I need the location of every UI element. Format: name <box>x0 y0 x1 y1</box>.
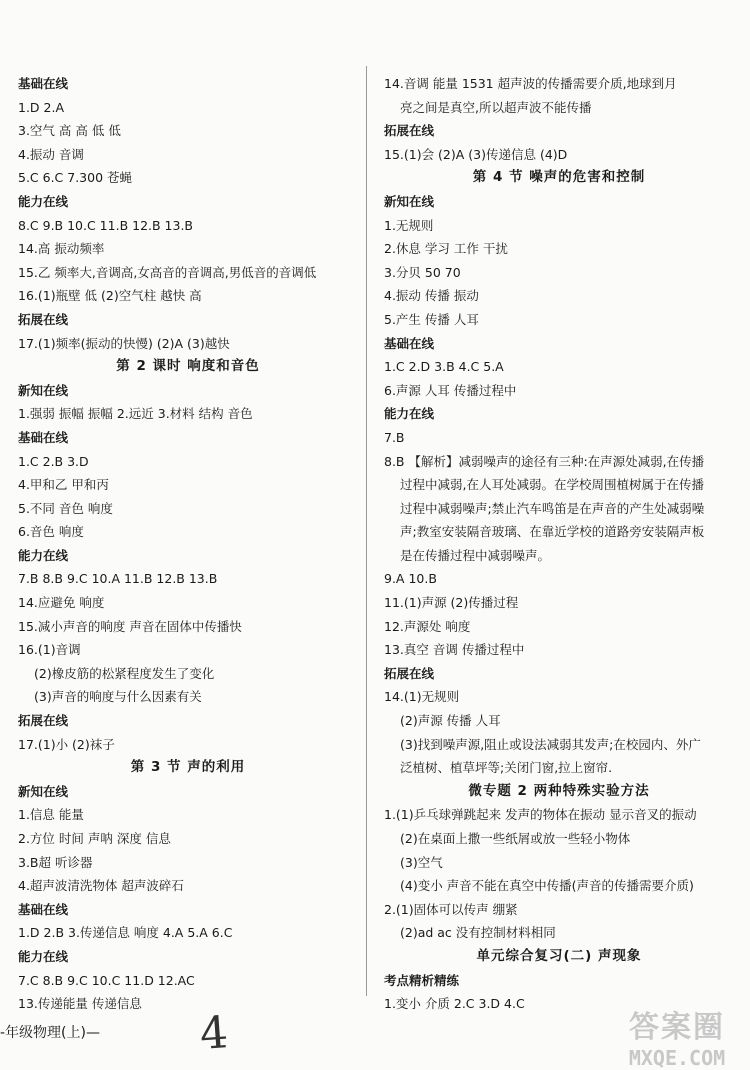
answer-line: 2.(1)固体可以传声 绷紧 <box>384 901 518 917</box>
answer-line-continued: (4)变小 声音不能在真空中传播(声音的传播需要介质) <box>400 878 694 894</box>
footer-label: -年级物理(上)— <box>0 1025 100 1041</box>
answer-line: 5.不同 音色 响度 <box>18 500 113 516</box>
answer-line: 6.声源 人耳 传播过程中 <box>384 382 517 398</box>
answer-line-continued: (3)空气 <box>400 854 443 870</box>
watermark-url: MXQE.COM <box>628 1046 726 1070</box>
answer-line: 4.甲和乙 甲和丙 <box>18 477 109 493</box>
answer-line: 16.(1)音调 <box>18 642 81 658</box>
column-divider <box>366 66 367 996</box>
section-heading: 考点精析精练 <box>384 972 460 988</box>
answer-line: 1.变小 介质 2.C 3.D 4.C <box>384 996 525 1012</box>
answer-line: 6.音色 响度 <box>18 524 84 540</box>
chapter-title: 第 3 节 声的利用 <box>130 759 246 776</box>
section-heading: 拓展在线 <box>18 713 69 729</box>
chapter-title: 单元综合复习(二) 声现象 <box>476 947 642 964</box>
answer-line-continued: (2)ad ac 没有控制材料相同 <box>400 925 556 941</box>
answer-line: 4.振动 传播 振动 <box>384 288 479 304</box>
answer-line: 14.高 振动频率 <box>18 241 105 257</box>
answer-line: 17.(1)频率(振动的快慢) (2)A (3)越快 <box>18 335 230 351</box>
section-heading: 能力在线 <box>18 547 69 563</box>
section-heading: 新知在线 <box>18 382 69 398</box>
right-column <box>384 72 734 1016</box>
answer-line: 5.产生 传播 人耳 <box>384 311 479 327</box>
section-heading: 基础在线 <box>18 429 69 445</box>
answer-line: 8.B 【解析】减弱噪声的途径有三种:在声源处减弱,在传播 <box>384 453 705 469</box>
answer-line-continued: (2)橡皮筋的松紧程度发生了变化 <box>34 665 215 681</box>
section-heading: 基础在线 <box>18 901 69 917</box>
answer-line-continued: 亮之间是真空,所以超声波不能传播 <box>400 99 592 115</box>
answer-line: 7.B <box>384 429 405 445</box>
answer-line: 1.D 2.A <box>18 99 65 115</box>
answer-line: 3.分贝 50 70 <box>384 264 461 280</box>
answer-line: 7.C 8.B 9.C 10.C 11.D 12.AC <box>18 972 195 988</box>
answer-line: 11.(1)声源 (2)传播过程 <box>384 595 519 611</box>
answer-line-continued: 是在传播过程中减弱噪声。 <box>400 547 551 563</box>
answer-line: 7.B 8.B 9.C 10.A 11.B 12.B 13.B <box>18 571 218 587</box>
answer-line: 3.B超 听诊器 <box>18 854 93 870</box>
answer-line-continued: 声;教室安装隔音玻璃、在靠近学校的道路旁安装隔声板 <box>400 524 705 540</box>
answer-line: 1.无规则 <box>384 217 434 233</box>
section-heading: 基础在线 <box>384 335 435 351</box>
section-heading: 基础在线 <box>18 76 69 91</box>
answer-line-continued: 过程中减弱,在人耳处减弱。在学校周围植树属于在传播 <box>400 477 704 493</box>
answer-line: 1.(1)乒乓球弹跳起来 发声的物体在振动 显示音叉的振动 <box>384 807 697 823</box>
section-heading: 新知在线 <box>18 783 69 799</box>
answer-line: 5.C 6.C 7.300 苍蝇 <box>18 170 133 186</box>
answer-line: 4.振动 音调 <box>18 146 84 162</box>
section-heading: 能力在线 <box>384 406 435 422</box>
answer-line: 4.超声波清洗物体 超声波碎石 <box>18 878 184 894</box>
section-heading: 拓展在线 <box>384 665 435 681</box>
chapter-title: 第 2 课时 响度和音色 <box>116 358 260 375</box>
answer-line: 16.(1)瓶壁 低 (2)空气柱 越快 高 <box>18 288 202 304</box>
section-heading: 能力在线 <box>18 948 69 964</box>
answer-line-continued: 泛植树、植草坪等;关闭门窗,拉上窗帘. <box>400 760 613 776</box>
answer-line: 2.方位 时间 声呐 深度 信息 <box>18 831 171 846</box>
answer-line: 2.休息 学习 工作 干扰 <box>384 241 508 257</box>
answer-line: 1.C 2.D 3.B 4.C 5.A <box>384 359 504 375</box>
answer-line: 3.空气 高 高 低 低 <box>18 123 121 139</box>
chapter-title: 微专题 2 两种特殊实验方法 <box>468 782 650 799</box>
answer-line: 1.D 2.B 3.传递信息 响度 4.A 5.A 6.C <box>18 925 233 941</box>
answer-line: 15.乙 频率大,音调高,女高音的音调高,男低音的音调低 <box>18 264 317 280</box>
answer-line: 1.强弱 振幅 振幅 2.远近 3.材料 结构 音色 <box>18 406 253 422</box>
section-heading: 拓展在线 <box>384 123 435 139</box>
section-heading: 能力在线 <box>18 193 69 209</box>
answer-line: 13.传递能量 传递信息 <box>18 996 142 1012</box>
answer-line: 14.应避免 响度 <box>18 595 105 611</box>
answer-line: 14.音调 能量 1531 超声波的传播需要介质,地球到月 <box>384 76 677 91</box>
answer-line-continued: (3)找到噪声源,阻止或设法减弱其发声;在校园内、外广 <box>400 736 701 752</box>
section-heading: 拓展在线 <box>18 311 69 327</box>
answer-line: 12.声源处 响度 <box>384 618 471 634</box>
section-heading: 新知在线 <box>384 193 435 209</box>
answer-line-continued: (2)在桌面上撒一些纸屑或放一些轻小物体 <box>400 831 631 846</box>
watermark <box>612 1002 742 1070</box>
answer-line: 1.C 2.B 3.D <box>18 453 89 469</box>
answer-line: 14.(1)无规则 <box>384 689 460 705</box>
watermark-logo: 答案圈 <box>629 1010 725 1045</box>
answer-line: 15.减小声音的响度 声音在固体中传播快 <box>18 618 242 634</box>
handwritten-mark: 4 <box>198 1007 230 1060</box>
chapter-title: 第 4 节 噪声的危害和控制 <box>472 169 646 186</box>
answer-line: 8.C 9.B 10.C 11.B 12.B 13.B <box>18 217 193 233</box>
answer-line: 9.A 10.B <box>384 571 437 587</box>
answer-line-continued: (3)声音的响度与什么因素有关 <box>34 689 202 705</box>
answer-line: 13.真空 音调 传播过程中 <box>384 642 525 658</box>
answer-line: 17.(1)小 (2)袜子 <box>18 736 115 752</box>
answer-line-continued: (2)声源 传播 人耳 <box>400 713 501 729</box>
left-column <box>18 72 358 1016</box>
answer-line: 1.信息 能量 <box>18 807 84 823</box>
answer-line-continued: 过程中减弱噪声;禁止汽车鸣笛是在声音的产生处减弱噪 <box>400 500 705 516</box>
answer-line: 15.(1)会 (2)A (3)传递信息 (4)D <box>384 146 568 162</box>
